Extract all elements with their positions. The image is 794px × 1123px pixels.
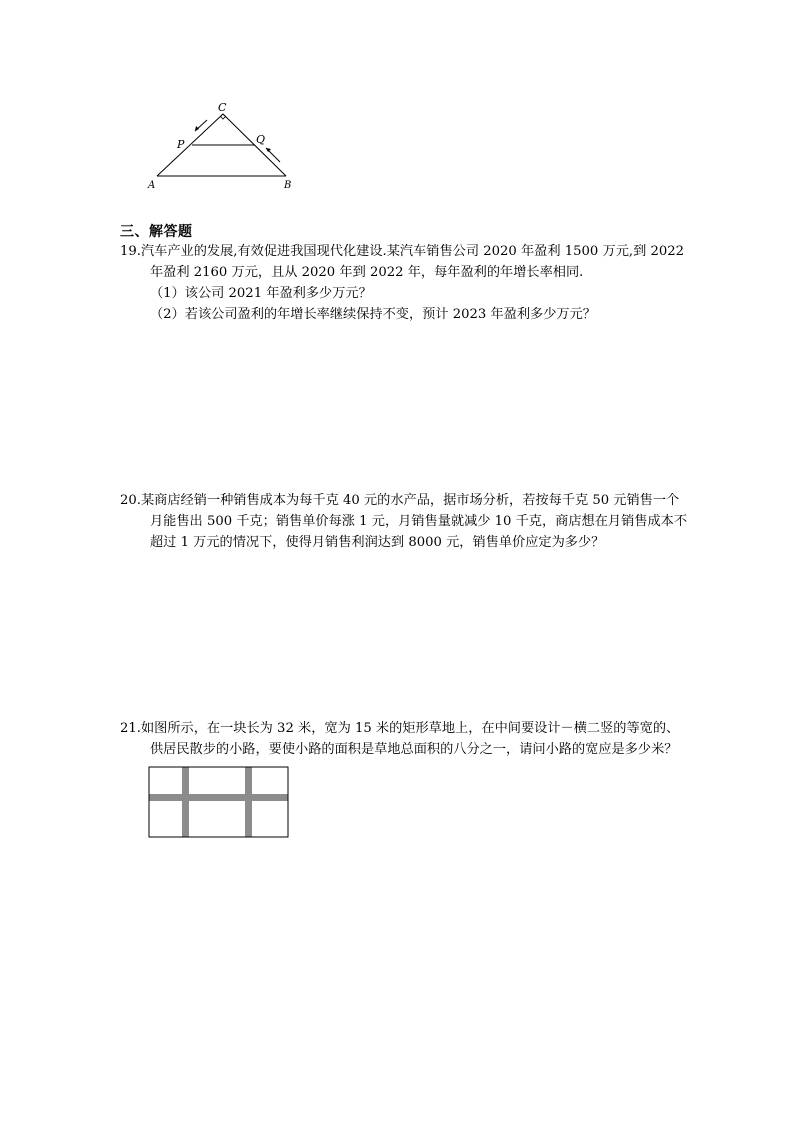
problem-19 [120, 241, 710, 325]
right-angle-mark [221, 114, 226, 119]
section-title: 三、解答题 [120, 224, 193, 240]
label-p: P [177, 138, 185, 151]
problem-20 [120, 490, 710, 553]
problem-19-line-2: 年盈利 2160 万元，且从 2020 年到 2022 年，每年盈利的年增长率相同. [150, 265, 584, 280]
problem-21-text-1: 如图所示，在一块长为 32 米，宽为 15 米的矩形草地上，在中间要设计－横二竖的等宽的、 [140, 721, 680, 736]
horizontal-path [149, 794, 288, 801]
arrow-p-head [195, 126, 199, 131]
problem-20-number: 20. [120, 493, 141, 508]
lawn-rect [149, 767, 288, 837]
problem-19-sub-1: （1）该公司 2021 年盈利多少万元？ [150, 286, 372, 301]
vertical-path-left [182, 767, 189, 837]
triangle-figure [140, 100, 310, 195]
lawn-figure [148, 766, 290, 839]
vertical-path-right [245, 767, 252, 837]
problem-19-number: 19. [120, 244, 141, 259]
problem-21-line-1 [120, 718, 710, 739]
label-q: Q [256, 133, 266, 146]
problem-20-line-2: 月能售出 500 千克；销售单价每涨 1 元，月销售量就减少 10 千克，商店想在月销售成本不 [150, 514, 688, 529]
label-b: B [284, 180, 292, 191]
problem-20-line-3: 超过 1 万元的情况下，使得月销售利润达到 8000 元，销售单价应定为多少？ [150, 535, 605, 550]
problem-19-sub-2: （2）若该公司盈利的年增长率继续保持不变，预计 2023 年盈利多少万元？ [150, 307, 596, 322]
problem-19-line-1 [120, 241, 710, 262]
problem-20-line-1 [120, 490, 710, 511]
arrow-q-head [266, 148, 271, 152]
problem-21 [120, 718, 710, 760]
label-a: A [148, 180, 156, 191]
problem-19-text-1: 汽车产业的发展,有效促进我国现代化建设.某汽车销售公司 2020 年盈利 1500 万元,到 2022 [140, 244, 685, 259]
problem-20-text-1: 某商店经销一种销售成本为每千克 40 元的水产品，据市场分析，若按每千克 50 元销售一个 [140, 493, 680, 508]
label-c: C [218, 101, 227, 114]
problem-21-line-2: 供居民散步的小路，要使小路的面积是草地总面积的八分之一，请问小路的宽应是多少米？ [150, 742, 678, 757]
problem-21-number: 21. [120, 721, 141, 736]
